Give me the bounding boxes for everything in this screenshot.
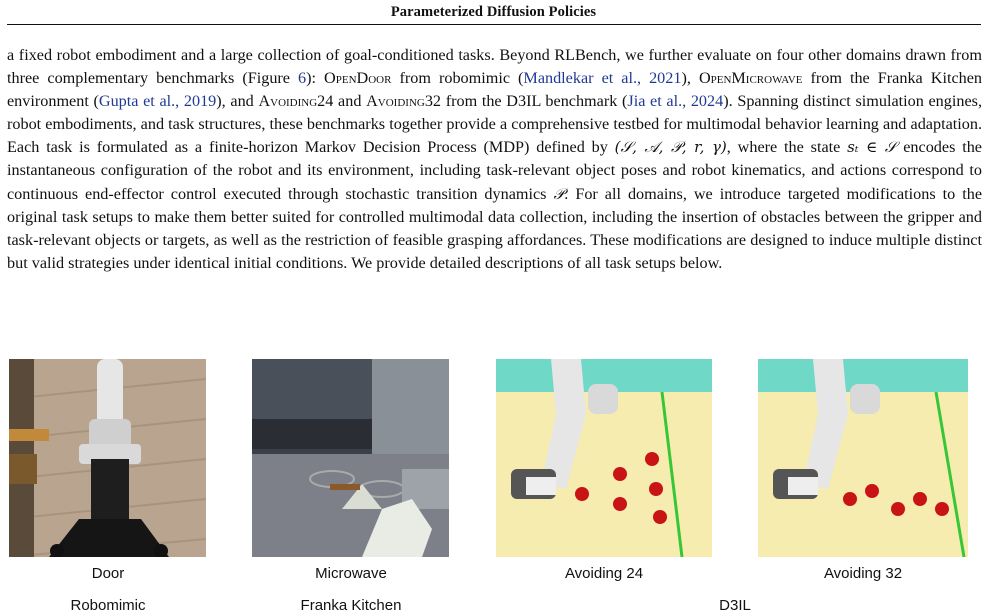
figure-ref-link[interactable]: 6 <box>298 69 307 88</box>
task-opendoor: OpenDoor <box>324 69 392 88</box>
body-paragraph: a fixed robot embodiment and a large collection of goal-conditioned tasks. Beyond RLBench, we further evaluate on four other domains drawn from three complementary benchmarks (Figure 6): OpenDoor from robomimic (Mandlekar et al., 2021), OpenMicrowave from the Franka Kitchen environment (Gupta et al., 2019), and Avoiding24 and Avoiding32 from the D3IL benchmark (Jia et al., 2024). Spanning distinct simulation engines, robot embodiments, and task structures, these benchmarks together provide a comprehensive testbed for multimodal behavior learning and adaptation. Each task is formulated as a finite-horizon Markov Decision Process (MDP) defined by (𝒮, 𝒜, 𝒫, r, γ), where the state sₜ ∈ 𝒮 encodes the instantaneous configuration of the robot and its environment, including task-relevant object poses and robot kinematics, and actions correspond to continuous end-effector control executed through stochastic transition dynamics 𝒫. For all domains, we introduce targeted modifications to the original task setups to make them better suited for controlled multimodal data collection, including the insertion of obstacles between the gripper and task-relevant objects or targets, as well as the restriction of feasible grasping affordances. These modifications are designed to induce multiple distinct but valid strategies under identical initial conditions. We provide detailed descriptions of all task setups below. <box>7 46 983 272</box>
group-robomimic: Robomimic <box>70 597 146 614</box>
running-head: Parameterized Diffusion Policies <box>390 4 597 20</box>
header-rule <box>7 24 981 25</box>
task-avoiding24: Avoiding24 <box>258 92 334 111</box>
task-avoiding32: Avoiding32 <box>366 92 442 111</box>
figure-microwave-image <box>252 359 449 557</box>
citation-mandlekar[interactable]: Mandlekar et al., 2021 <box>523 69 682 88</box>
math-mdp: (𝒮, 𝒜, 𝒫, r, γ) <box>614 138 727 157</box>
figure-avoiding24-image <box>496 359 712 557</box>
citation-gupta[interactable]: Gupta et al., 2019 <box>98 92 217 111</box>
figure-door-image <box>9 359 206 557</box>
math-state: sₜ ∈ 𝒮 <box>847 138 897 157</box>
caption-microwave: Microwave <box>315 565 387 582</box>
math-transition: 𝒫 <box>553 184 565 203</box>
group-franka-kitchen: Franka Kitchen <box>300 597 402 614</box>
citation-jia[interactable]: Jia et al., 2024 <box>627 92 724 111</box>
task-openmicrowave: OpenMicrowave <box>698 69 803 88</box>
caption-avoiding24: Avoiding 24 <box>564 565 644 582</box>
caption-avoiding32: Avoiding 32 <box>823 565 903 582</box>
figure-avoiding32-image <box>758 359 968 557</box>
caption-door: Door <box>91 565 125 582</box>
group-d3il: D3IL <box>719 597 751 614</box>
